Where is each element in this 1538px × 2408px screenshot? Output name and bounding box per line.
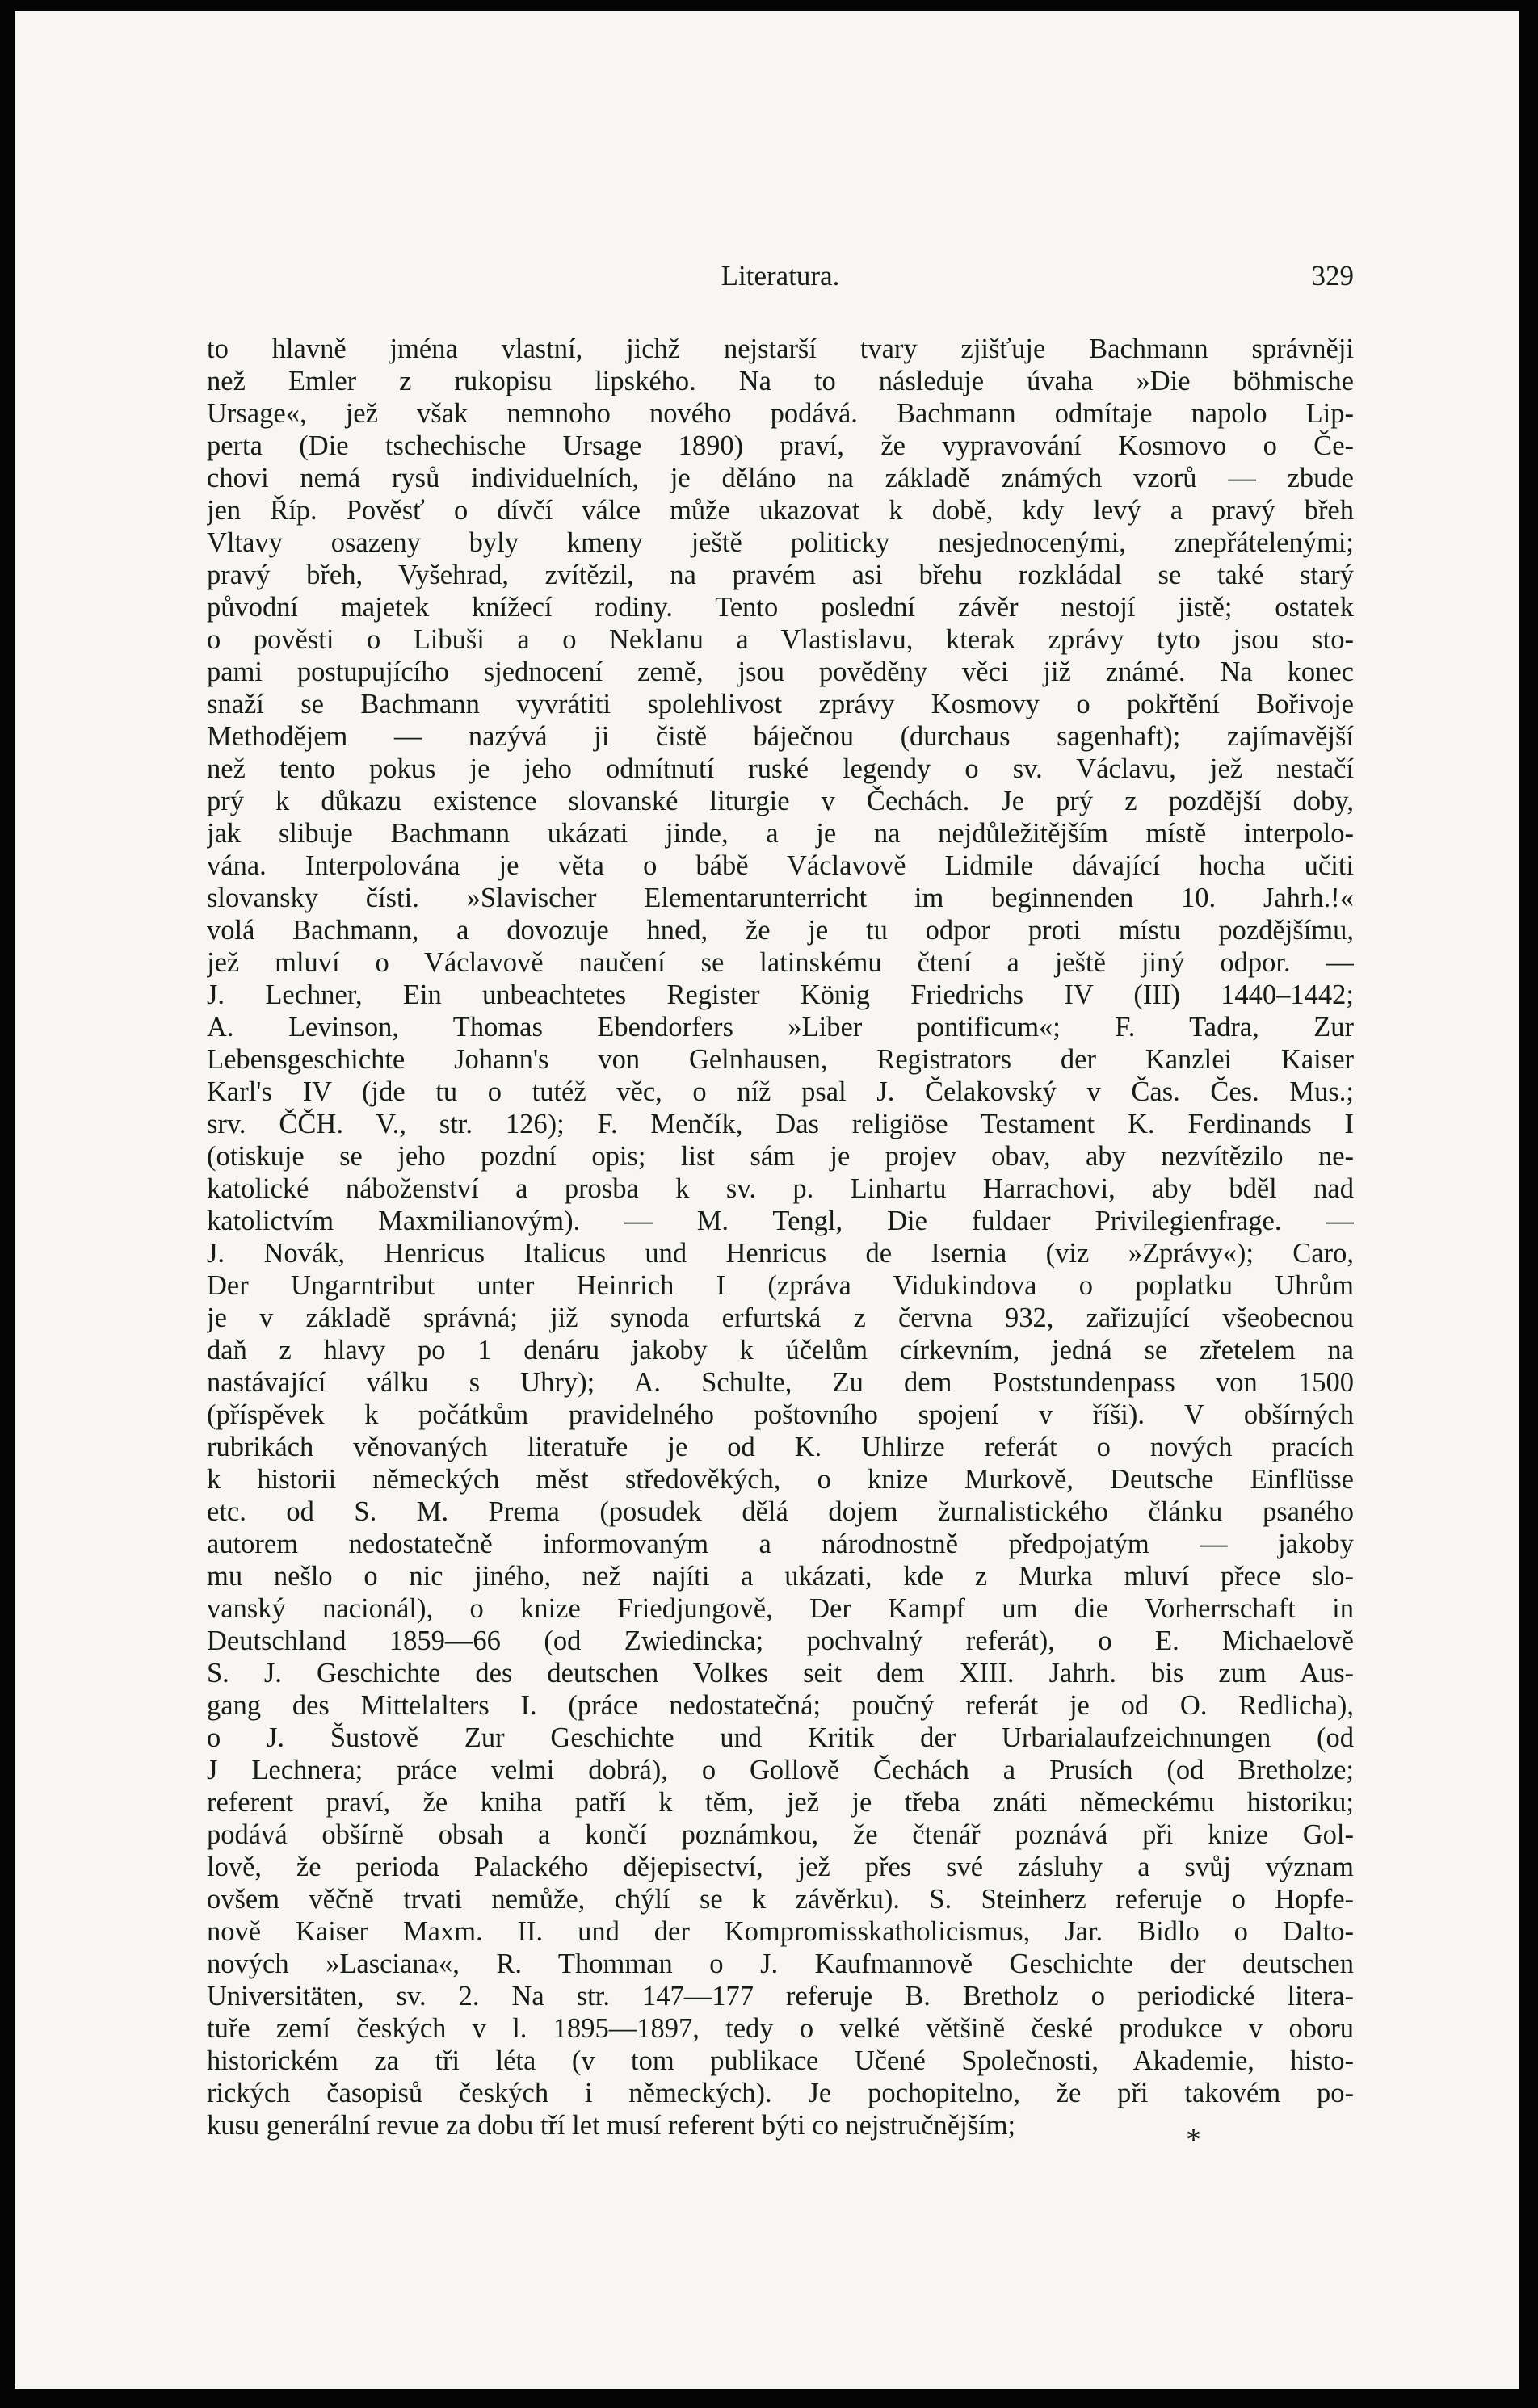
text-line: slovansky čísti. »Slavischer Elementarunterricht im beginnenden 10. Jahrh.!«: [207, 883, 1354, 913]
text-line: pravý břeh, Vyšehrad, zvítězil, na pravém asi břehu rozkládal se také starý: [207, 560, 1354, 590]
text-line: referent praví, že kniha patří k těm, jež je třeba znáti německému historiku;: [207, 1787, 1354, 1818]
text-line: podává obšírně obsah a končí poznámkou, že čtenář poznává při knize Gol-: [207, 1819, 1354, 1850]
text-line: J. Lechner, Ein unbeachtetes Register König Friedrichs IV (III) 1440–1442;: [207, 980, 1354, 1010]
text-line: etc. od S. M. Prema (posudek dělá dojem žurnalistického článku psaného: [207, 1496, 1354, 1527]
text-line: Universitäten, sv. 2. Na str. 147—177 referuje B. Bretholz o periodické litera-: [207, 1981, 1354, 2012]
text-line: historickém za tři léta (v tom publikace Učené Společnosti, Akademie, histo-: [207, 2045, 1354, 2076]
text-line: srv. ČČH. V., str. 126); F. Menčík, Das religiöse Testament K. Ferdinands I: [207, 1109, 1354, 1139]
text-line: perta (Die tschechische Ursage 1890) praví, že vypravování Kosmovo o Če-: [207, 430, 1354, 461]
text-line: rubrikách věnovaných literatuře je od K. Uhlirze referát o nových pracích: [207, 1432, 1354, 1462]
text-line: nově Kaiser Maxm. II. und der Kompromisskatholicismus, Jar. Bidlo o Dalto-: [207, 1916, 1354, 1947]
section-asterisk: *: [1186, 2123, 1201, 2157]
text-line: S. J. Geschichte des deutschen Volkes seit dem XIII. Jahrh. bis zum Aus-: [207, 1658, 1354, 1689]
text-line: daň z hlavy po 1 denáru jakoby k účelům církevním, jedná se zřetelem na: [207, 1335, 1354, 1366]
text-line: původní majetek knížecí rodiny. Tento poslední závěr nestojí jistě; ostatek: [207, 592, 1354, 623]
running-title: Literatura.: [721, 260, 840, 292]
text-line: rických časopisů českých i německých). Je pochopitelno, že při takovém po-: [207, 2078, 1354, 2108]
text-line: (otiskuje se jeho pozdní opis; list sám je projev obav, aby nezvítězilo ne-: [207, 1141, 1354, 1172]
text-line: tuře zemí českých v l. 1895—1897, tedy o velké většině české produkce v oboru: [207, 2013, 1354, 2044]
text-line: Vltavy osazeny byly kmeny ještě politicky nesjednocenými, znepřátelenými;: [207, 527, 1354, 558]
text-line: (příspěvek k počátkům pravidelného poštovního spojení v říši). V obšírných: [207, 1399, 1354, 1430]
text-line: to hlavně jména vlastní, jichž nejstarší tvary zjišťuje Bachmann správněji: [207, 334, 1354, 364]
text-line: o J. Šustově Zur Geschichte und Kritik der Urbarialaufzeichnungen (od: [207, 1722, 1354, 1753]
text-line: k historii německých měst středověkých, o knize Murkově, Deutsche Einflüsse: [207, 1464, 1354, 1495]
text-line: jen Říp. Pověsť o dívčí válce může ukazovat k době, kdy levý a pravý břeh: [207, 495, 1354, 526]
text-line: jak slibuje Bachmann ukázati jinde, a je na nejdůležitějším místě interpolo-: [207, 818, 1354, 849]
text-line: je v základě správná; již synoda erfurtská z června 932, zařizující všeobecnou: [207, 1303, 1354, 1333]
text-line: volá Bachmann, a dovozuje hned, že je tu odpor proti místu pozdějšímu,: [207, 915, 1354, 946]
page-number: 329: [1311, 260, 1354, 292]
text-line: autorem nedostatečně informovaným a národnostně předpojatým — jakoby: [207, 1529, 1354, 1559]
body-text: [207, 333, 1354, 2142]
text-line: katolictvím Maxmilianovým). — M. Tengl, Die fuldaer Privilegienfrage. —: [207, 1206, 1354, 1236]
text-line: A. Levinson, Thomas Ebendorfers »Liber pontificum«; F. Tadra, Zur: [207, 1012, 1354, 1042]
text-line: než Emler z rukopisu lipského. Na to následuje úvaha »Die böhmische: [207, 366, 1354, 396]
running-head: [207, 260, 1354, 296]
text-line: nových »Lasciana«, R. Thomman o J. Kaufmannově Geschichte der deutschen: [207, 1949, 1354, 1979]
text-line: katolické náboženství a prosba k sv. p. Linhartu Harrachovi, aby bděl nad: [207, 1173, 1354, 1204]
text-line: nastávající válku s Uhry); A. Schulte, Zu dem Poststundenpass von 1500: [207, 1367, 1354, 1398]
text-line: Ursage«, jež však nemnoho nového podává. Bachmann odmítaje napolo Lip-: [207, 398, 1354, 429]
text-line: J Lechnera; práce velmi dobrá), o Gollově Čechách a Prusích (od Bretholze;: [207, 1755, 1354, 1785]
text-line: pami postupujícího sjednocení země, jsou pověděny věci již známé. Na konec: [207, 657, 1354, 687]
text-line: jež mluví o Václavově naučení se latinskému čtení a ještě jiný odpor. —: [207, 947, 1354, 978]
text-line: vána. Interpolována je věta o bábě Václavově Lidmile dávající hocha učiti: [207, 850, 1354, 881]
text-line: Der Ungarntribut unter Heinrich I (zpráva Vidukindova o poplatku Uhrům: [207, 1270, 1354, 1301]
text-line: Methodějem — nazývá ji čistě báječnou (durchaus sagenhaft); zajímavější: [207, 721, 1354, 752]
text-line: ovšem věčně trvati nemůže, chýlí se k závěrku). S. Steinherz referuje o Hopfe-: [207, 1884, 1354, 1915]
text-line: o pověsti o Libuši a o Neklanu a Vlastislavu, kterak zprávy tyto jsou sto-: [207, 624, 1354, 655]
text-line: chovi nemá rysů individuelních, je děláno na základě známých vzorů — zbude: [207, 463, 1354, 493]
text-line: snaží se Bachmann vyvrátiti spolehlivost zprávy Kosmovy o pokřtění Bořivoje: [207, 689, 1354, 719]
text-line: Lebensgeschichte Johann's von Gelnhausen, Registrators der Kanzlei Kaiser: [207, 1044, 1354, 1075]
text-line: vanský nacionál), o knize Friedjungově, Der Kampf um die Vorherrschaft in: [207, 1593, 1354, 1624]
text-line: kusu generální revue za dobu tří let musí referent býti co nejstručnějším;: [207, 2110, 1016, 2141]
text-line: prý k důkazu existence slovanské liturgie v Čechách. Je prý z pozdější doby,: [207, 786, 1354, 816]
text-line: než tento pokus je jeho odmítnutí ruské legendy o sv. Václavu, jež nestačí: [207, 753, 1354, 784]
text-line: Karl's IV (jde tu o tutéž věc, o níž psal J. Čelakovský v Čas. Čes. Mus.;: [207, 1076, 1354, 1107]
text-line: lově, že perioda Palackého dějepisectví, jež přes své zásluhy a svůj význam: [207, 1852, 1354, 1882]
text-line: Deutschland 1859—66 (od Zwiedincka; pochvalný referát), o E. Michaelově: [207, 1626, 1354, 1656]
text-line: J. Novák, Henricus Italicus und Henricus de Isernia (viz »Zprávy«); Caro,: [207, 1238, 1354, 1269]
text-line: mu nešlo o nic jiného, než najíti a ukázati, kde z Murka mluví přece slo-: [207, 1561, 1354, 1592]
text-line: gang des Mittelalters I. (práce nedostatečná; poučný referát je od O. Redlicha),: [207, 1690, 1354, 1721]
